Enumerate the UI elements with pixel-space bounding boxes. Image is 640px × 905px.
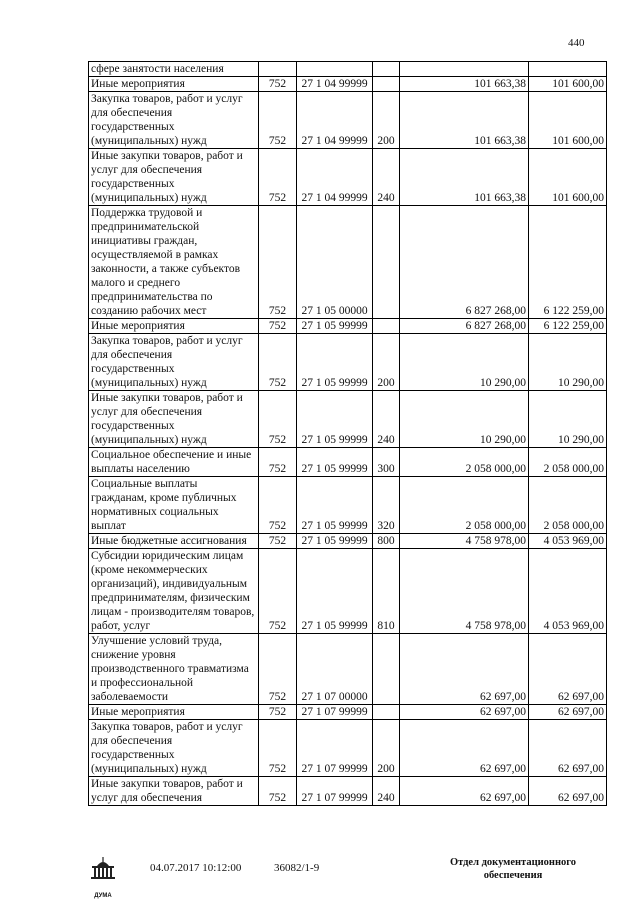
cell-name: Иные мероприятия bbox=[89, 705, 259, 720]
cell-amount-2: 101 600,00 bbox=[529, 77, 607, 92]
cell-target-article: 27 1 05 99999 bbox=[297, 391, 373, 448]
cell-ministry-code: 752 bbox=[259, 92, 297, 149]
cell-target-article: 27 1 04 99999 bbox=[297, 77, 373, 92]
cell-amount-2: 4 053 969,00 bbox=[529, 534, 607, 549]
cell-ministry-code: 752 bbox=[259, 334, 297, 391]
cell-amount-1: 62 697,00 bbox=[400, 634, 529, 705]
cell-amount-2: 101 600,00 bbox=[529, 149, 607, 206]
table-row bbox=[89, 149, 607, 206]
table-row bbox=[89, 334, 607, 391]
cell-target-article: 27 1 07 99999 bbox=[297, 720, 373, 777]
cell-amount-2: 4 053 969,00 bbox=[529, 549, 607, 634]
table-row bbox=[89, 206, 607, 319]
cell-ministry-code: 752 bbox=[259, 477, 297, 534]
cell-expense-type: 200 bbox=[373, 92, 400, 149]
cell-expense-type bbox=[373, 634, 400, 705]
table-row bbox=[89, 477, 607, 534]
cell-amount-1: 10 290,00 bbox=[400, 334, 529, 391]
cell-expense-type: 300 bbox=[373, 448, 400, 477]
cell-amount-1: 10 290,00 bbox=[400, 391, 529, 448]
cell-target-article: 27 1 05 99999 bbox=[297, 477, 373, 534]
table-row bbox=[89, 777, 607, 806]
cell-target-article: 27 1 07 99999 bbox=[297, 705, 373, 720]
cell-name: Закупка товаров, работ и услуг для обеспечения государственных (муниципальных) нужд bbox=[89, 334, 259, 391]
cell-amount-1: 4 758 978,00 bbox=[400, 534, 529, 549]
cell-expense-type bbox=[373, 62, 400, 77]
cell-amount-1: 2 058 000,00 bbox=[400, 448, 529, 477]
table-row bbox=[89, 534, 607, 549]
cell-ministry-code: 752 bbox=[259, 705, 297, 720]
cell-target-article: 27 1 07 99999 bbox=[297, 777, 373, 806]
cell-amount-1: 6 827 268,00 bbox=[400, 206, 529, 319]
cell-target-article: 27 1 04 99999 bbox=[297, 92, 373, 149]
department-stamp: Отдел документационного обеспечения bbox=[449, 857, 577, 881]
cell-ministry-code bbox=[259, 62, 297, 77]
cell-amount-2: 10 290,00 bbox=[529, 391, 607, 448]
cell-ministry-code: 752 bbox=[259, 319, 297, 334]
cell-expense-type: 200 bbox=[373, 720, 400, 777]
table-row bbox=[89, 549, 607, 634]
cell-target-article bbox=[297, 62, 373, 77]
cell-ministry-code: 752 bbox=[259, 534, 297, 549]
cell-name: Поддержка трудовой и предпринимательской инициативы граждан, осуществляемой в рамках законности, а также субъектов малого и среднего предпринимательства по созданию рабочих мест bbox=[89, 206, 259, 319]
cell-amount-2: 2 058 000,00 bbox=[529, 477, 607, 534]
cell-amount-1: 62 697,00 bbox=[400, 777, 529, 806]
cell-amount-2: 62 697,00 bbox=[529, 705, 607, 720]
cell-expense-type bbox=[373, 319, 400, 334]
cell-expense-type bbox=[373, 705, 400, 720]
document-number: 36082/1-9 bbox=[274, 862, 320, 874]
cell-ministry-code: 752 bbox=[259, 391, 297, 448]
table-row bbox=[89, 92, 607, 149]
table-row bbox=[89, 634, 607, 705]
cell-name: Социальное обеспечение и иные выплаты населению bbox=[89, 448, 259, 477]
cell-expense-type: 810 bbox=[373, 549, 400, 634]
table-row bbox=[89, 62, 607, 77]
cell-amount-2 bbox=[529, 62, 607, 77]
cell-amount-1: 62 697,00 bbox=[400, 720, 529, 777]
page-footer bbox=[0, 850, 640, 900]
table-row bbox=[89, 705, 607, 720]
table-row bbox=[89, 448, 607, 477]
cell-name: Иные мероприятия bbox=[89, 319, 259, 334]
cell-ministry-code: 752 bbox=[259, 634, 297, 705]
cell-amount-2: 62 697,00 bbox=[529, 634, 607, 705]
cell-target-article: 27 1 05 99999 bbox=[297, 534, 373, 549]
cell-name: Иные бюджетные ассигнования bbox=[89, 534, 259, 549]
duma-building-icon bbox=[88, 856, 118, 899]
cell-amount-2: 6 122 259,00 bbox=[529, 206, 607, 319]
cell-amount-1: 101 663,38 bbox=[400, 92, 529, 149]
cell-ministry-code: 752 bbox=[259, 448, 297, 477]
cell-amount-2: 6 122 259,00 bbox=[529, 319, 607, 334]
page-number: 440 bbox=[568, 37, 585, 49]
cell-name: Иные закупки товаров, работ и услуг для обеспечения государственных (муниципальных) нужд bbox=[89, 391, 259, 448]
cell-target-article: 27 1 04 99999 bbox=[297, 149, 373, 206]
budget-table bbox=[88, 61, 607, 806]
cell-amount-1: 101 663,38 bbox=[400, 149, 529, 206]
cell-expense-type: 240 bbox=[373, 391, 400, 448]
cell-name: сфере занятости населения bbox=[89, 62, 259, 77]
cell-target-article: 27 1 05 99999 bbox=[297, 334, 373, 391]
cell-amount-1: 2 058 000,00 bbox=[400, 477, 529, 534]
cell-target-article: 27 1 05 99999 bbox=[297, 319, 373, 334]
cell-name: Иные закупки товаров, работ и услуг для обеспечения bbox=[89, 777, 259, 806]
cell-name: Иные мероприятия bbox=[89, 77, 259, 92]
cell-name: Социальные выплаты гражданам, кроме публичных нормативных социальных выплат bbox=[89, 477, 259, 534]
cell-amount-2: 62 697,00 bbox=[529, 720, 607, 777]
cell-amount-2: 101 600,00 bbox=[529, 92, 607, 149]
cell-ministry-code: 752 bbox=[259, 77, 297, 92]
cell-ministry-code: 752 bbox=[259, 777, 297, 806]
cell-amount-1: 4 758 978,00 bbox=[400, 549, 529, 634]
table-row bbox=[89, 77, 607, 92]
cell-expense-type: 800 bbox=[373, 534, 400, 549]
cell-target-article: 27 1 05 99999 bbox=[297, 448, 373, 477]
cell-expense-type bbox=[373, 206, 400, 319]
cell-amount-2: 2 058 000,00 bbox=[529, 448, 607, 477]
logo-caption: ДУМА bbox=[94, 893, 112, 899]
cell-ministry-code: 752 bbox=[259, 549, 297, 634]
table-row bbox=[89, 391, 607, 448]
cell-expense-type bbox=[373, 77, 400, 92]
cell-amount-2: 62 697,00 bbox=[529, 777, 607, 806]
cell-ministry-code: 752 bbox=[259, 720, 297, 777]
cell-target-article: 27 1 05 99999 bbox=[297, 549, 373, 634]
timestamp: 04.07.2017 10:12:00 bbox=[150, 862, 242, 874]
cell-expense-type: 240 bbox=[373, 777, 400, 806]
cell-expense-type: 200 bbox=[373, 334, 400, 391]
cell-amount-1 bbox=[400, 62, 529, 77]
cell-name: Субсидии юридическим лицам (кроме некоммерческих организаций), индивидуальным предпринимателям, физическим лицам - производителям товаров, работ, услуг bbox=[89, 549, 259, 634]
cell-ministry-code: 752 bbox=[259, 149, 297, 206]
cell-amount-1: 62 697,00 bbox=[400, 705, 529, 720]
cell-amount-1: 101 663,38 bbox=[400, 77, 529, 92]
cell-target-article: 27 1 07 00000 bbox=[297, 634, 373, 705]
table-row bbox=[89, 720, 607, 777]
cell-ministry-code: 752 bbox=[259, 206, 297, 319]
cell-name: Закупка товаров, работ и услуг для обеспечения государственных (муниципальных) нужд bbox=[89, 92, 259, 149]
cell-name: Закупка товаров, работ и услуг для обеспечения государственных (муниципальных) нужд bbox=[89, 720, 259, 777]
cell-name: Улучшение условий труда, снижение уровня производственного травматизма и профессиональной заболеваемости bbox=[89, 634, 259, 705]
cell-expense-type: 320 bbox=[373, 477, 400, 534]
cell-target-article: 27 1 05 00000 bbox=[297, 206, 373, 319]
cell-name: Иные закупки товаров, работ и услуг для обеспечения государственных (муниципальных) нужд bbox=[89, 149, 259, 206]
table-row bbox=[89, 319, 607, 334]
cell-amount-2: 10 290,00 bbox=[529, 334, 607, 391]
cell-amount-1: 6 827 268,00 bbox=[400, 319, 529, 334]
cell-expense-type: 240 bbox=[373, 149, 400, 206]
